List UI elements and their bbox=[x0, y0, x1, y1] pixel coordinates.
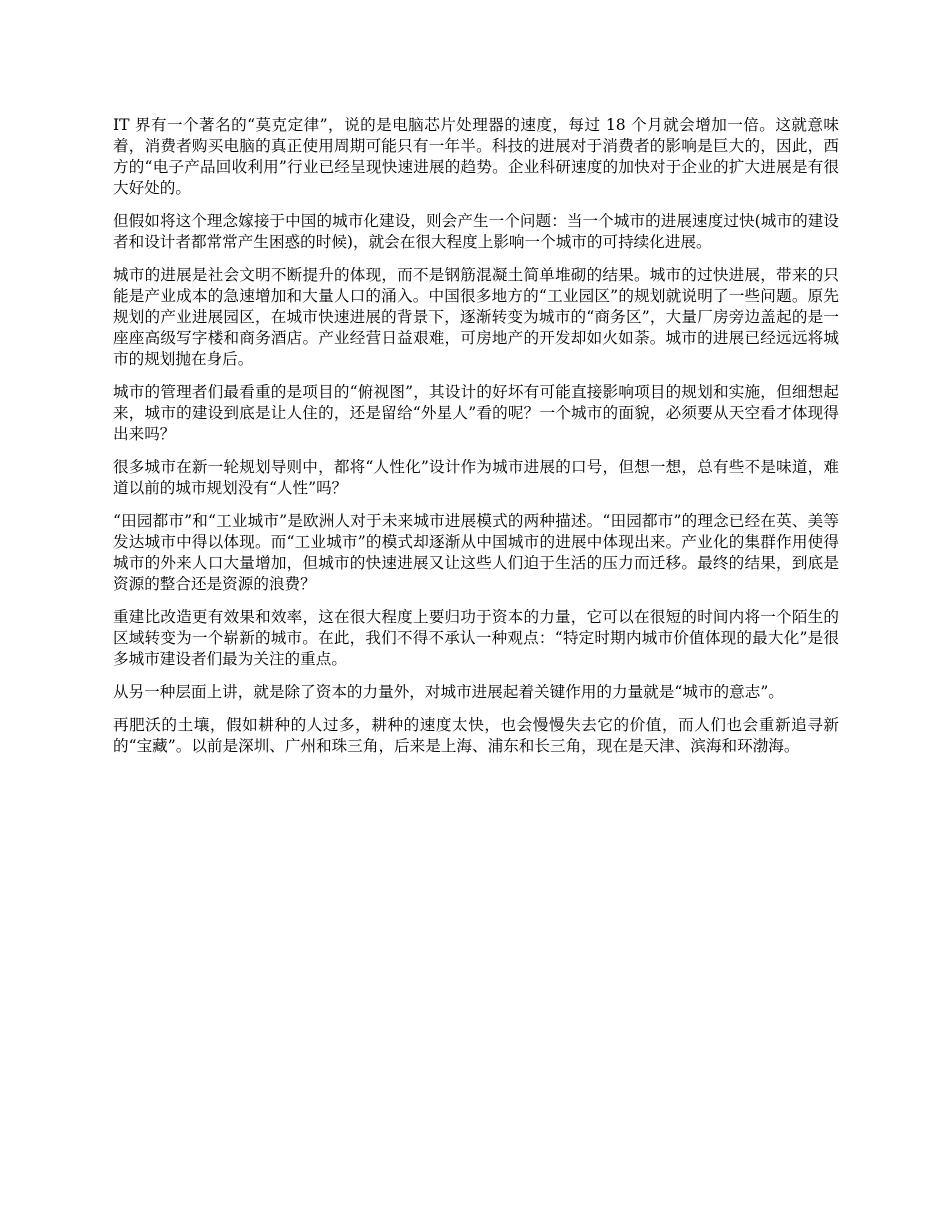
paragraph-4: 城市的管理者们最看重的是项目的“俯视图”，其设计的好坏有可能直接影响项目的规划和实施，但细想起来，城市的建设到底是让人住的，还是留给“外星人”看的呢？一个城市的面貌，必须要从天空看才体现得出来吗？ bbox=[113, 383, 839, 443]
paragraph-3: 城市的进展是社会文明不断提升的体现，而不是钢筋混凝土简单堆砌的结果。城市的过快进展，带来的只能是产业成本的急速增加和大量人口的涌入。中国很多地方的“工业园区”的规划就说明了一些问题。原先规划的产业进展园区，在城市快速进展的背景下，逐渐转变为城市的“商务区”，大量厂房旁边盖起的是一座座高级写字楼和商务酒店。产业经营日益艰难，可房地产的开发却如火如荼。城市的进展已经远远将城市的规划抛在身后。 bbox=[113, 266, 839, 368]
paragraph-7: 重建比改造更有效果和效率，这在很大程度上要归功于资本的力量，它可以在很短的时间内将一个陌生的区域转变为一个崭新的城市。在此，我们不得不承认一种观点：“特定时期内城市价值体现的最大化”是很多城市建设者们最为关注的重点。 bbox=[113, 608, 839, 668]
paragraph-6: “田园都市”和“工业城市”是欧洲人对于未来城市进展模式的两种描述。“田园都市”的理念已经在英、美等发达城市中得以体现。而“工业城市”的模式却逐渐从中国城市的进展中体现出来。产业化的集群作用使得城市的外来人口大量增加，但城市的快速进展又让这些人们迫于生活的压力而迁移。最终的结果，到底是资源的整合还是资源的浪费？ bbox=[113, 512, 839, 593]
document-body bbox=[113, 115, 839, 769]
paragraph-5: 很多城市在新一轮规划导则中，都将“人性化”设计作为城市进展的口号，但想一想，总有些不是味道，难道以前的城市规划没有“人性”吗？ bbox=[113, 458, 839, 497]
paragraph-2: 但假如将这个理念嫁接于中国的城市化建设，则会产生一个问题：当一个城市的进展速度过快(城市的建设者和设计者都常常产生困惑的时候)，就会在很大程度上影响一个城市的可持续化进展。 bbox=[113, 212, 839, 251]
paragraph-9: 再肥沃的土壤，假如耕种的人过多，耕种的速度太快，也会慢慢失去它的价值，而人们也会重新追寻新的“宝藏”。以前是深圳、广州和珠三角，后来是上海、浦东和长三角，现在是天津、滨海和环渤海。 bbox=[113, 716, 839, 755]
paragraph-1: IT 界有一个著名的“莫克定律”，说的是电脑芯片处理器的速度，每过 18 个月就会增加一倍。这就意味着，消费者购买电脑的真正使用周期可能只有一年半。科技的进展对于消费者的影响是巨大的，因此，西方的“电子产品回收利用”行业已经呈现快速进展的趋势。企业科研速度的加快对于企业的扩大进展是有很大好处的。 bbox=[113, 116, 839, 197]
paragraph-8: 从另一种层面上讲，就是除了资本的力量外，对城市进展起着关键作用的力量就是“城市的意志”。 bbox=[113, 683, 784, 701]
